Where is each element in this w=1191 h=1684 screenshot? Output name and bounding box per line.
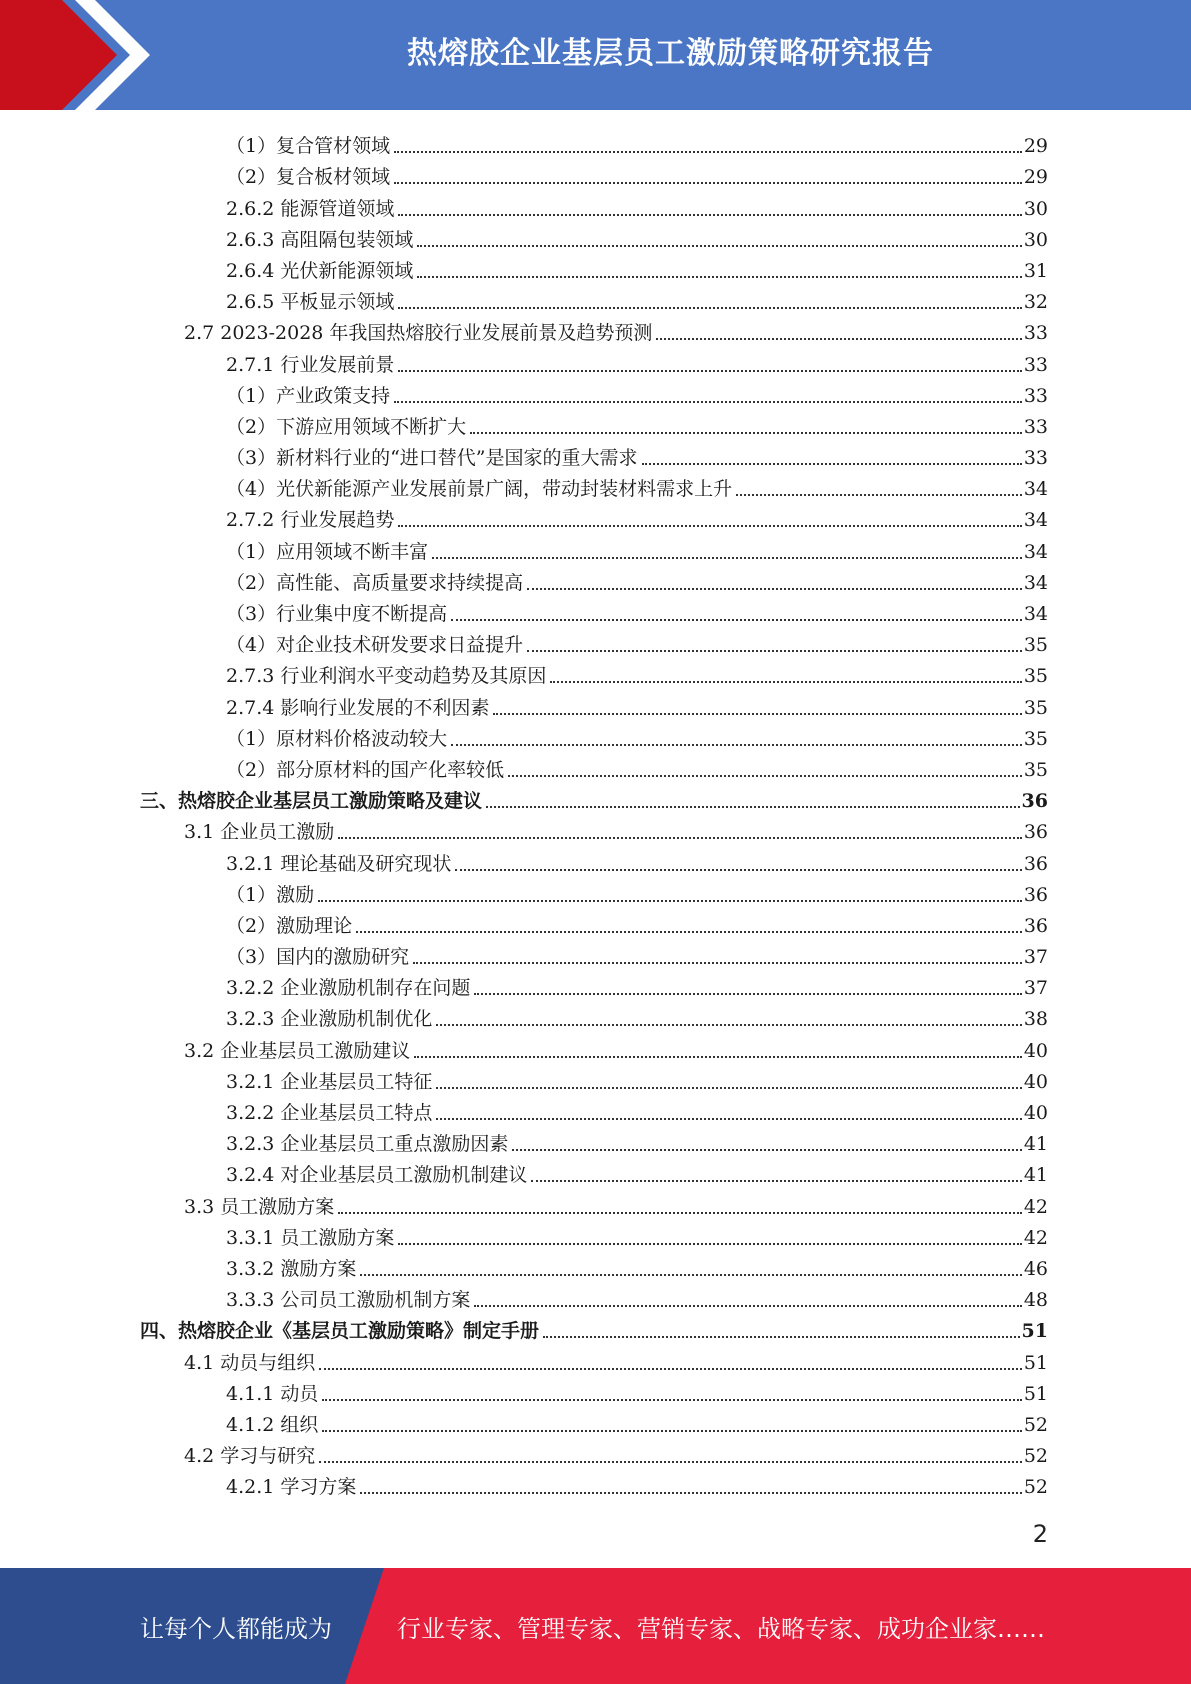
toc-entry[interactable] <box>140 782 1048 813</box>
toc-entry-page: 34 <box>1023 603 1048 625</box>
toc-entry[interactable] <box>140 844 1048 875</box>
toc-dot-leader <box>432 557 1022 559</box>
toc-entry-page: 33 <box>1023 447 1048 470</box>
toc-entry-page: 40 <box>1023 1102 1048 1124</box>
toc-entry-title: （3）行业集中度不断提高 <box>226 603 448 625</box>
toc-dot-leader <box>736 494 1022 496</box>
toc-entry[interactable] <box>140 532 1048 563</box>
toc-entry-page: 36 <box>1021 790 1048 813</box>
toc-entry-title: 4.1.1 动员 <box>226 1382 319 1405</box>
toc-dot-leader <box>319 1461 1022 1463</box>
toc-entry-title: 2.7.2 行业发展趋势 <box>226 509 395 532</box>
toc-entry-title: 3.2.2 企业基层员工特点 <box>226 1102 433 1124</box>
toc-entry[interactable] <box>140 1343 1048 1374</box>
toc-entry-page: 29 <box>1023 135 1048 158</box>
toc-entry-title: （2）复合板材领域 <box>226 166 391 189</box>
toc-entry[interactable] <box>140 657 1048 688</box>
page-footer <box>0 1568 1191 1684</box>
toc-entry-title: （2）部分原材料的国产化率较低 <box>226 758 505 781</box>
toc-entry[interactable] <box>140 1250 1048 1281</box>
toc-entry-page: 34 <box>1023 540 1048 563</box>
toc-entry-page: 52 <box>1023 1413 1048 1436</box>
toc-entry[interactable] <box>140 1156 1048 1187</box>
toc-entry-title: 2.6.4 光伏新能源领域 <box>226 259 414 282</box>
toc-entry[interactable] <box>140 938 1048 969</box>
toc-entry-title: 3.2.3 企业激励机制优化 <box>226 1008 433 1031</box>
toc-entry[interactable] <box>140 189 1048 220</box>
toc-entry[interactable] <box>140 751 1048 782</box>
toc-entry-title: 2.6.5 平板显示领域 <box>226 291 395 314</box>
toc-entry[interactable] <box>140 1437 1048 1468</box>
toc-entry-title: （4）光伏新能源产业发展前景广阔，带动封装材料需求上升 <box>226 478 733 501</box>
toc-entry-page: 52 <box>1023 1445 1048 1468</box>
page-header <box>0 0 1191 110</box>
toc-dot-leader <box>531 1180 1021 1182</box>
toc-dot-leader <box>319 1368 1022 1370</box>
toc-entry-title: （1）原材料价格波动较大 <box>226 727 448 750</box>
toc-entry-page: 34 <box>1023 478 1048 501</box>
toc-entry-title: （2）高性能、高质量要求持续提高 <box>226 571 524 594</box>
toc-entry-page: 33 <box>1023 353 1048 376</box>
toc-dot-leader <box>398 525 1021 527</box>
toc-entry-title: 3.3.3 公司员工激励机制方案 <box>226 1289 471 1312</box>
toc-entry[interactable] <box>140 1468 1048 1499</box>
toc-entry-page: 48 <box>1023 1289 1048 1312</box>
toc-entry[interactable] <box>140 1031 1048 1062</box>
toc-entry[interactable] <box>140 252 1048 283</box>
toc-entry-title: 3.2.1 企业基层员工特征 <box>226 1070 433 1093</box>
toc-dot-leader <box>394 401 1022 403</box>
toc-entry-title: （4）对企业技术研发要求日益提升 <box>226 634 524 657</box>
toc-entry-page: 40 <box>1023 1070 1048 1093</box>
toc-entry-page: 32 <box>1023 291 1048 314</box>
toc-entry-title: 2.6.3 高阻隔包装领域 <box>226 228 414 251</box>
toc-dot-leader <box>493 713 1021 715</box>
toc-entry[interactable] <box>140 1219 1048 1250</box>
toc-entry-page: 35 <box>1023 696 1048 719</box>
toc-dot-leader <box>360 1492 1021 1494</box>
toc-entry-title: （1）激励 <box>226 883 315 906</box>
toc-entry-title: 3.2.1 理论基础及研究现状 <box>226 852 452 875</box>
toc-entry-page: 51 <box>1021 1320 1048 1343</box>
toc-entry[interactable] <box>140 1281 1048 1312</box>
toc-entry-page: 40 <box>1023 1039 1048 1062</box>
toc-entry-title: 3.2.3 企业基层员工重点激励因素 <box>226 1133 509 1156</box>
toc-entry-page: 31 <box>1023 259 1048 282</box>
toc-entry-title: （3）国内的激励研究 <box>226 946 410 969</box>
toc-entry[interactable] <box>140 907 1048 938</box>
toc-entry-title: 4.2 学习与研究 <box>184 1445 316 1468</box>
toc-dot-leader <box>474 1305 1021 1307</box>
toc-entry-page: 35 <box>1023 665 1048 688</box>
toc-entry-page: 35 <box>1023 727 1048 750</box>
toc-entry-title: 3.3.1 员工激励方案 <box>226 1226 395 1249</box>
toc-entry[interactable] <box>140 876 1048 907</box>
toc-entry-title: （1）应用领域不断丰富 <box>226 540 429 563</box>
toc-dot-leader <box>398 370 1021 372</box>
toc-entry-title: 3.2 企业基层员工激励建议 <box>184 1039 411 1062</box>
toc-dot-leader <box>417 245 1021 247</box>
toc-entry-title: 三、热熔胶企业基层员工激励策略及建议 <box>140 790 483 813</box>
toc-dot-leader <box>338 837 1022 839</box>
toc-dot-leader <box>470 432 1022 434</box>
toc-dot-leader <box>527 650 1022 652</box>
toc-entry-page: 35 <box>1023 758 1048 781</box>
toc-entry-page: 30 <box>1023 228 1048 251</box>
toc-dot-leader <box>356 931 1022 933</box>
toc-entry-page: 42 <box>1023 1226 1048 1249</box>
toc-dot-leader <box>512 1149 1021 1151</box>
toc-entry-title: （3）新材料行业的“进口替代”是国家的重大需求 <box>226 447 638 470</box>
document-title: 热熔胶企业基层员工激励策略研究报告 <box>407 36 934 71</box>
toc-dot-leader <box>394 182 1022 184</box>
toc-entry-title: 2.6.2 能源管道领域 <box>226 197 395 220</box>
toc-entry[interactable] <box>140 813 1048 844</box>
toc-dot-leader <box>398 214 1021 216</box>
toc-dot-leader <box>527 588 1022 590</box>
toc-entry-page: 34 <box>1023 571 1048 594</box>
toc-dot-leader <box>318 900 1022 902</box>
toc-entry[interactable] <box>140 501 1048 532</box>
toc-dot-leader <box>543 1336 1020 1338</box>
toc-entry[interactable] <box>140 158 1048 189</box>
toc-entry-page: 51 <box>1023 1382 1048 1405</box>
toc-dot-leader <box>413 962 1022 964</box>
toc-dot-leader <box>322 1430 1021 1432</box>
toc-entry-page: 52 <box>1023 1476 1048 1499</box>
toc-dot-leader <box>417 276 1021 278</box>
toc-entry[interactable] <box>140 720 1048 751</box>
toc-entry[interactable] <box>140 688 1048 719</box>
toc-entry[interactable] <box>140 969 1048 1000</box>
toc-entry-page: 34 <box>1023 509 1048 532</box>
toc-entry[interactable] <box>140 439 1048 470</box>
toc-entry[interactable] <box>140 470 1048 501</box>
toc-dot-leader <box>451 619 1022 621</box>
toc-entry[interactable] <box>140 626 1048 657</box>
footer-slogan-right: 行业专家、管理专家、营销专家、战略专家、成功企业家…… <box>397 1614 1045 1643</box>
toc-dot-leader <box>455 869 1021 871</box>
toc-dot-leader <box>398 307 1021 309</box>
toc-entry-title: 3.3.2 激励方案 <box>226 1257 357 1280</box>
toc-dot-leader <box>436 1087 1021 1089</box>
toc-entry-page: 37 <box>1023 946 1048 969</box>
toc-entry-page: 36 <box>1023 914 1048 937</box>
toc-entry-title: （2）激励理论 <box>226 914 353 937</box>
toc-dot-leader <box>451 744 1022 746</box>
toc-entry-title: 2.7.3 行业利润水平变动趋势及其原因 <box>226 665 547 688</box>
toc-entry-title: （1）产业政策支持 <box>226 384 391 407</box>
toc-entry-page: 30 <box>1023 197 1048 220</box>
toc-dot-leader <box>642 463 1022 465</box>
toc-entry-title: 四、热熔胶企业《基层员工激励策略》制定手册 <box>140 1320 540 1343</box>
toc-entry-title: 3.3 员工激励方案 <box>184 1195 335 1218</box>
toc-entry[interactable] <box>140 345 1048 376</box>
toc-entry-page: 35 <box>1023 634 1048 657</box>
toc-entry[interactable] <box>140 221 1048 252</box>
toc-entry-page: 42 <box>1023 1195 1048 1218</box>
toc-dot-leader <box>550 681 1021 683</box>
toc-entry[interactable] <box>140 595 1048 626</box>
toc-entry-page: 36 <box>1023 821 1048 844</box>
toc-dot-leader <box>656 338 1021 340</box>
toc-dot-leader <box>338 1212 1022 1214</box>
toc-entry[interactable] <box>140 408 1048 439</box>
toc-entry[interactable] <box>140 314 1048 345</box>
toc-dot-leader <box>398 1243 1021 1245</box>
table-of-contents <box>140 127 1048 1499</box>
toc-entry-page: 33 <box>1023 322 1048 345</box>
toc-dot-leader <box>360 1274 1021 1276</box>
toc-entry[interactable] <box>140 1000 1048 1031</box>
toc-entry-title: 4.1 动员与组织 <box>184 1351 316 1374</box>
toc-entry-title: 3.2.4 对企业基层员工激励机制建议 <box>226 1164 528 1187</box>
toc-dot-leader <box>322 1399 1021 1401</box>
toc-entry[interactable] <box>140 377 1048 408</box>
toc-dot-leader <box>486 806 1020 808</box>
toc-entry[interactable] <box>140 1094 1048 1125</box>
toc-entry-title: （1）复合管材领域 <box>226 135 391 158</box>
page-number: 2 <box>1032 1520 1048 1548</box>
toc-dot-leader <box>394 151 1022 153</box>
header-arrow-decoration <box>0 0 150 110</box>
toc-entry-title: 2.7 2023-2028 年我国热熔胶行业发展前景及趋势预测 <box>184 322 653 345</box>
toc-entry[interactable] <box>140 127 1048 158</box>
toc-entry-title: （2）下游应用领域不断扩大 <box>226 415 467 438</box>
toc-entry-page: 37 <box>1023 977 1048 1000</box>
toc-entry-page: 33 <box>1023 415 1048 438</box>
toc-entry[interactable] <box>140 1406 1048 1437</box>
toc-entry-title: 3.1 企业员工激励 <box>184 821 335 844</box>
toc-dot-leader <box>414 1056 1022 1058</box>
toc-entry-title: 3.2.2 企业激励机制存在问题 <box>226 977 471 1000</box>
toc-entry-page: 33 <box>1023 384 1048 407</box>
toc-entry-page: 51 <box>1023 1351 1048 1374</box>
toc-entry-title: 4.1.2 组织 <box>226 1413 319 1436</box>
toc-entry-title: 2.7.4 影响行业发展的不利因素 <box>226 696 490 719</box>
toc-dot-leader <box>474 993 1021 995</box>
toc-entry[interactable] <box>140 1375 1048 1406</box>
toc-entry[interactable] <box>140 1187 1048 1218</box>
toc-entry[interactable] <box>140 283 1048 314</box>
toc-entry-page: 41 <box>1023 1133 1048 1156</box>
toc-entry-title: 4.2.1 学习方案 <box>226 1476 357 1499</box>
toc-entry-page: 36 <box>1023 852 1048 875</box>
toc-entry-title: 2.7.1 行业发展前景 <box>226 353 395 376</box>
toc-entry-page: 41 <box>1023 1164 1048 1187</box>
toc-entry-page: 38 <box>1023 1008 1048 1031</box>
toc-entry-page: 29 <box>1023 166 1048 189</box>
toc-entry[interactable] <box>140 564 1048 595</box>
toc-entry[interactable] <box>140 1312 1048 1343</box>
footer-slogan-left: 让每个人都能成为 <box>140 1614 332 1643</box>
toc-entry[interactable] <box>140 1125 1048 1156</box>
toc-entry[interactable] <box>140 1063 1048 1094</box>
toc-dot-leader <box>436 1118 1021 1120</box>
toc-dot-leader <box>436 1024 1021 1026</box>
toc-dot-leader <box>508 775 1022 777</box>
toc-entry-page: 36 <box>1023 883 1048 906</box>
toc-entry-page: 46 <box>1023 1257 1048 1280</box>
